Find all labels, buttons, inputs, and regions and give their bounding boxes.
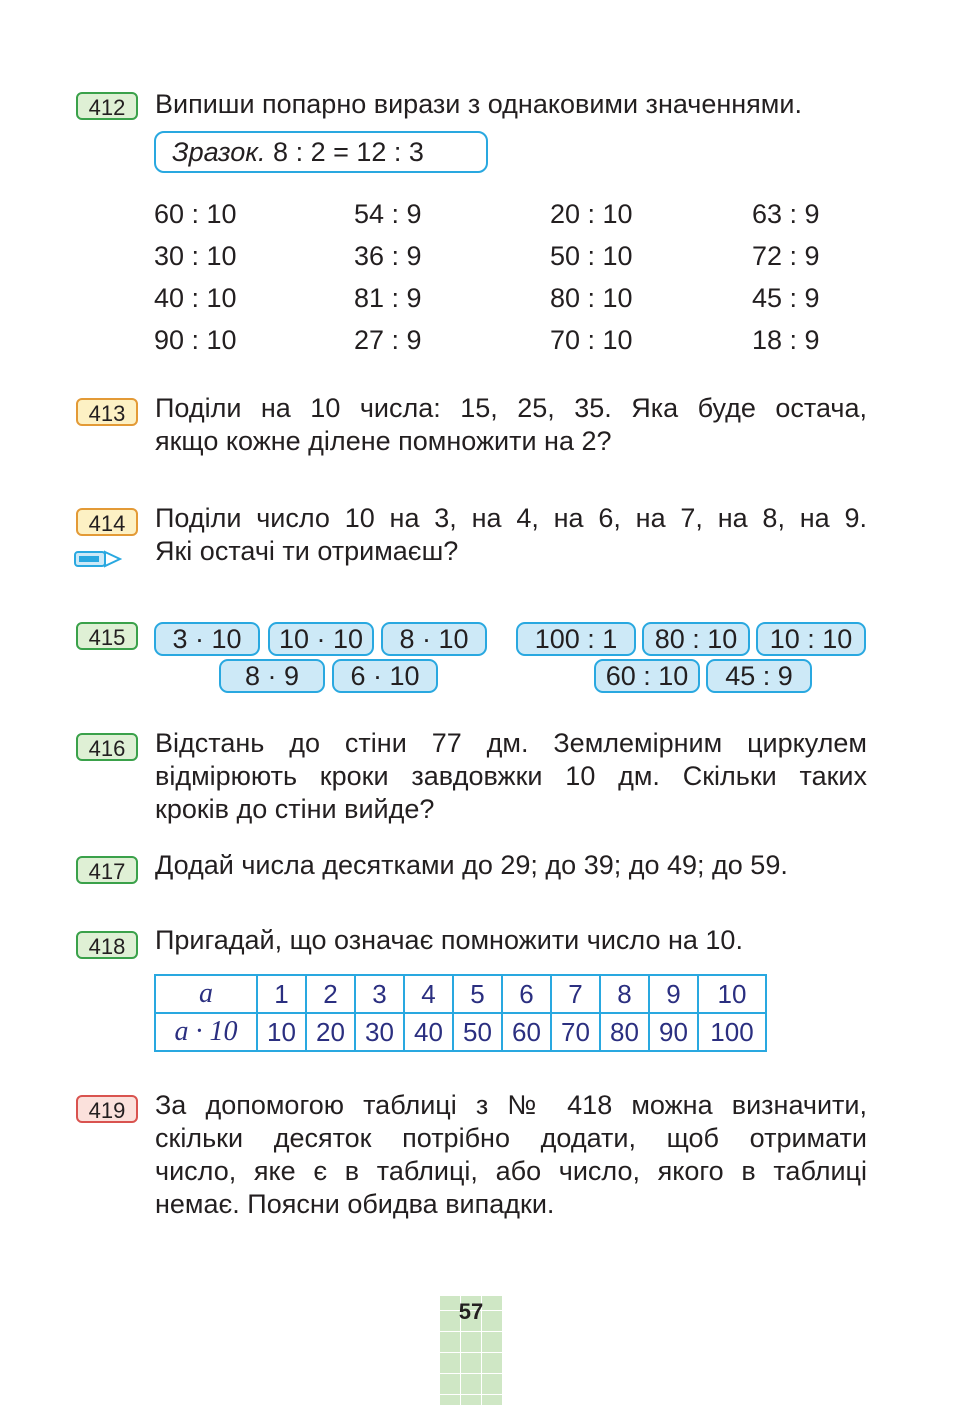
- expression: 63 : 9: [752, 199, 820, 229]
- table-cell: 10: [257, 1013, 306, 1051]
- table-cell: 30: [355, 1013, 404, 1051]
- table-head-a-times-10: a · 10: [155, 1013, 257, 1051]
- table-cell: 3: [355, 975, 404, 1013]
- exercise-412-text: Випиши попарно вирази з однаковими значеннями.: [155, 89, 802, 119]
- pencil-icon: [74, 548, 122, 570]
- table-cell: 1: [257, 975, 306, 1013]
- table-cell: 70: [551, 1013, 600, 1051]
- exercise-413-number: 413: [76, 398, 138, 426]
- exercise-418-text: Пригадай, що означає помножити число на 10.: [155, 925, 743, 955]
- table-cell: 9: [649, 975, 698, 1013]
- table-cell: 50: [453, 1013, 502, 1051]
- expression-card: 80 : 10: [642, 622, 750, 656]
- exercise-416-number: 416: [76, 733, 138, 761]
- expression: 30 : 10: [154, 241, 237, 271]
- expression: 90 : 10: [154, 325, 237, 355]
- sample-label: Зразок.: [172, 137, 266, 167]
- exercise-415-number: 415: [76, 622, 138, 650]
- expression: 50 : 10: [550, 241, 633, 271]
- expression-card: 6 · 10: [332, 659, 438, 693]
- table-cell: 80: [600, 1013, 649, 1051]
- table-cell: 60: [502, 1013, 551, 1051]
- exercise-412-number: 412: [76, 92, 138, 120]
- table-cell: 8: [600, 975, 649, 1013]
- exercise-419-number: 419: [76, 1095, 138, 1123]
- expression-card: 8 · 9: [219, 659, 325, 693]
- table-cell: 7: [551, 975, 600, 1013]
- expression-card: 45 : 9: [706, 659, 812, 693]
- table-cell: 40: [404, 1013, 453, 1051]
- expression: 72 : 9: [752, 241, 820, 271]
- exercise-414-number: 414: [76, 508, 138, 536]
- table-cell: 90: [649, 1013, 698, 1051]
- expression-card: 3 · 10: [154, 622, 260, 656]
- table-cell: 4: [404, 975, 453, 1013]
- expression: 70 : 10: [550, 325, 633, 355]
- expression: 60 : 10: [154, 199, 237, 229]
- expression-card: 10 : 10: [756, 622, 866, 656]
- table-cell: 6: [502, 975, 551, 1013]
- expression-card: 8 · 10: [381, 622, 487, 656]
- table-head-a: a: [155, 975, 257, 1013]
- expression: 20 : 10: [550, 199, 633, 229]
- exercise-414-text: Поділи число 10 на 3, на 4, на 6, на 7, на 8, на 9. Які остачі ти отримаєш?: [155, 503, 867, 566]
- sample-expression: 8 : 2 = 12 : 3: [273, 137, 424, 167]
- expression: 80 : 10: [550, 283, 633, 313]
- table-cell: 10: [698, 975, 766, 1013]
- multiplication-table: [154, 974, 767, 1052]
- expression: 45 : 9: [752, 283, 820, 313]
- expression: 40 : 10: [154, 283, 237, 313]
- exercise-417-text: Додай числа десятками до 29; до 39; до 49; до 59.: [155, 850, 788, 880]
- table-cell: 2: [306, 975, 355, 1013]
- expression-card: 100 : 1: [516, 622, 636, 656]
- table-row: [155, 1013, 766, 1051]
- expression: 54 : 9: [354, 199, 422, 229]
- expression: 18 : 9: [752, 325, 820, 355]
- expression-card: 10 · 10: [268, 622, 374, 656]
- exercise-413-text: Поділи на 10 числа: 15, 25, 35. Яка буде остача, якщо кожне ділене помножити на 2?: [155, 393, 867, 456]
- page-number: 57: [458, 1299, 484, 1324]
- exercise-417-number: 417: [76, 856, 138, 884]
- table-cell: 100: [698, 1013, 766, 1051]
- table-cell: 20: [306, 1013, 355, 1051]
- expression-card: 60 : 10: [594, 659, 700, 693]
- sample-box: [154, 131, 488, 173]
- exercise-419-text: За допомогою таблиці з № 418 можна визначити, скільки десяток потрібно додати, щоб отримати число, яке є в таблиці, або число, якого в таблиці немає. Поясни обидва випадки.: [155, 1090, 867, 1219]
- exercise-416-text: Відстань до стіни 77 дм. Землемірним циркулем відмірюють кроки завдовжки 10 дм. Скільки таких кроків до стіни вийде?: [155, 728, 867, 824]
- table-cell: 5: [453, 975, 502, 1013]
- expression: 27 : 9: [354, 325, 422, 355]
- expression: 81 : 9: [354, 283, 422, 313]
- expression: 36 : 9: [354, 241, 422, 271]
- exercise-418-number: 418: [76, 931, 138, 959]
- table-row: [155, 975, 766, 1013]
